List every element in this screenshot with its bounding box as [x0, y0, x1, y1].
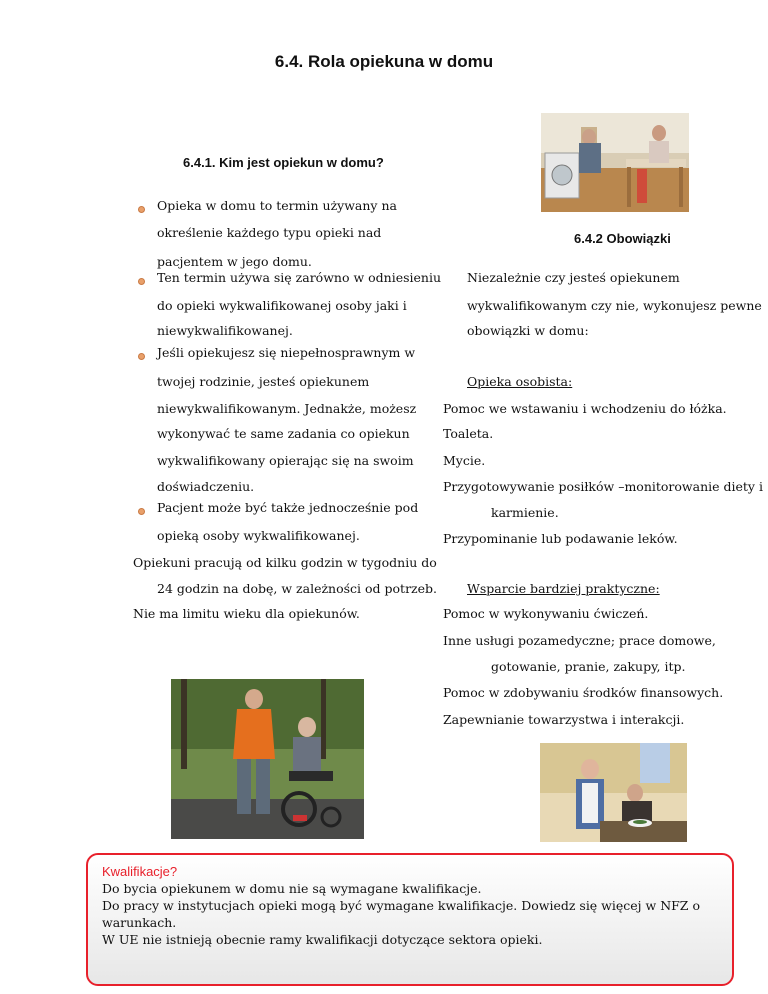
personal-item-3: Mycie. — [443, 453, 486, 468]
duties-intro-3: obowiązki w domu: — [467, 323, 589, 338]
age-limit-text: Nie ma limitu wieku dla opiekunów. — [133, 606, 360, 621]
practical-item-4: Zapewnianie towarzystwa i interakcji. — [443, 712, 685, 727]
qualifications-callout — [86, 853, 734, 986]
feeding-photo — [540, 743, 687, 842]
callout-line-4: W UE nie istnieją obecnie ramy kwalifikacji dotyczące sektora opieki. — [102, 932, 543, 947]
callout-line-2: Do pracy w instytucjach opieki mogą być wymagane kwalifikacje. Dowiedz się więcej w NFZ o — [102, 898, 700, 913]
hours-line-1: Opiekuni pracują od kilku godzin w tygodniu do — [133, 555, 437, 570]
personal-care-heading: Opieka osobista: — [467, 374, 573, 389]
hours-line-2: 24 godzin na dobę, w zależności od potrzeb. — [157, 581, 438, 596]
section-heading-who: 6.4.1. Kim jest opiekun w domu? — [183, 155, 384, 170]
practical-item-2-cont: gotowanie, pranie, zakupy, itp. — [491, 659, 686, 674]
bullet-4-line-2: opieką osoby wykwalifikowanej. — [157, 528, 360, 543]
bullet-1 — [138, 206, 145, 213]
callout-line-1: Do bycia opiekunem w domu nie są wymagane kwalifikacje. — [102, 881, 482, 896]
practical-support-heading: Wsparcie bardziej praktyczne: — [467, 581, 660, 596]
bullet-3-line-2: twojej rodzinie, jesteś opiekunem — [157, 374, 370, 389]
bullet-1-line-1: Opieka w domu to termin używany na — [157, 198, 397, 213]
bullet-2 — [138, 278, 145, 285]
bullet-4 — [138, 508, 145, 515]
duties-intro-2: wykwalifikowanym czy nie, wykonujesz pewne — [467, 298, 762, 313]
bullet-1-line-3: pacjentem w jego domu. — [157, 254, 312, 269]
personal-item-4: Przygotowywanie posiłków –monitorowanie diety i — [443, 479, 763, 494]
section-heading-duties: 6.4.2 Obowiązki — [574, 231, 671, 246]
bullet-2-line-2: do opieki wykwalifikowanej osoby jaki i — [157, 298, 407, 313]
duties-intro-1: Niezależnie czy jesteś opiekunem — [467, 270, 680, 285]
page-title: 6.4. Rola opiekuna w domu — [274, 52, 494, 71]
bullet-2-line-1: Ten termin używa się zarówno w odniesieniu — [157, 270, 442, 285]
practical-item-2: Inne usługi pozamedyczne; prace domowe, — [443, 633, 716, 648]
bullet-3-line-3: niewykwalifikowanym. Jednakże, możesz — [157, 401, 417, 416]
personal-item-2: Toaleta. — [443, 426, 494, 441]
bullet-3-line-1: Jeśli opiekujesz się niepełnosprawnym w — [157, 345, 416, 360]
bullet-3 — [138, 353, 145, 360]
callout-line-3: warunkach. — [102, 915, 177, 930]
callout-title: Kwalifikacje? — [102, 864, 178, 879]
practical-item-1: Pomoc w wykonywaniu ćwiczeń. — [443, 606, 649, 621]
bullet-1-line-2: określenie każdego typu opieki nad — [157, 225, 382, 240]
kitchen-photo — [541, 113, 689, 212]
bullet-2-line-3: niewykwalifikowanej. — [157, 323, 293, 338]
bullet-3-line-6: doświadczeniu. — [157, 479, 255, 494]
personal-item-4-cont: karmienie. — [491, 505, 559, 520]
personal-item-1: Pomoc we wstawaniu i wchodzeniu do łóżka. — [443, 401, 727, 416]
bullet-4-line-1: Pacjent może być także jednocześnie pod — [157, 500, 419, 515]
wheelchair-photo — [171, 679, 364, 839]
personal-item-5: Przypominanie lub podawanie leków. — [443, 531, 678, 546]
bullet-3-line-5: wykwalifikowany opierając się na swoim — [157, 453, 414, 468]
bullet-3-line-4: wykonywać te same zadania co opiekun — [157, 426, 410, 441]
practical-item-3: Pomoc w zdobywaniu środków finansowych. — [443, 685, 724, 700]
